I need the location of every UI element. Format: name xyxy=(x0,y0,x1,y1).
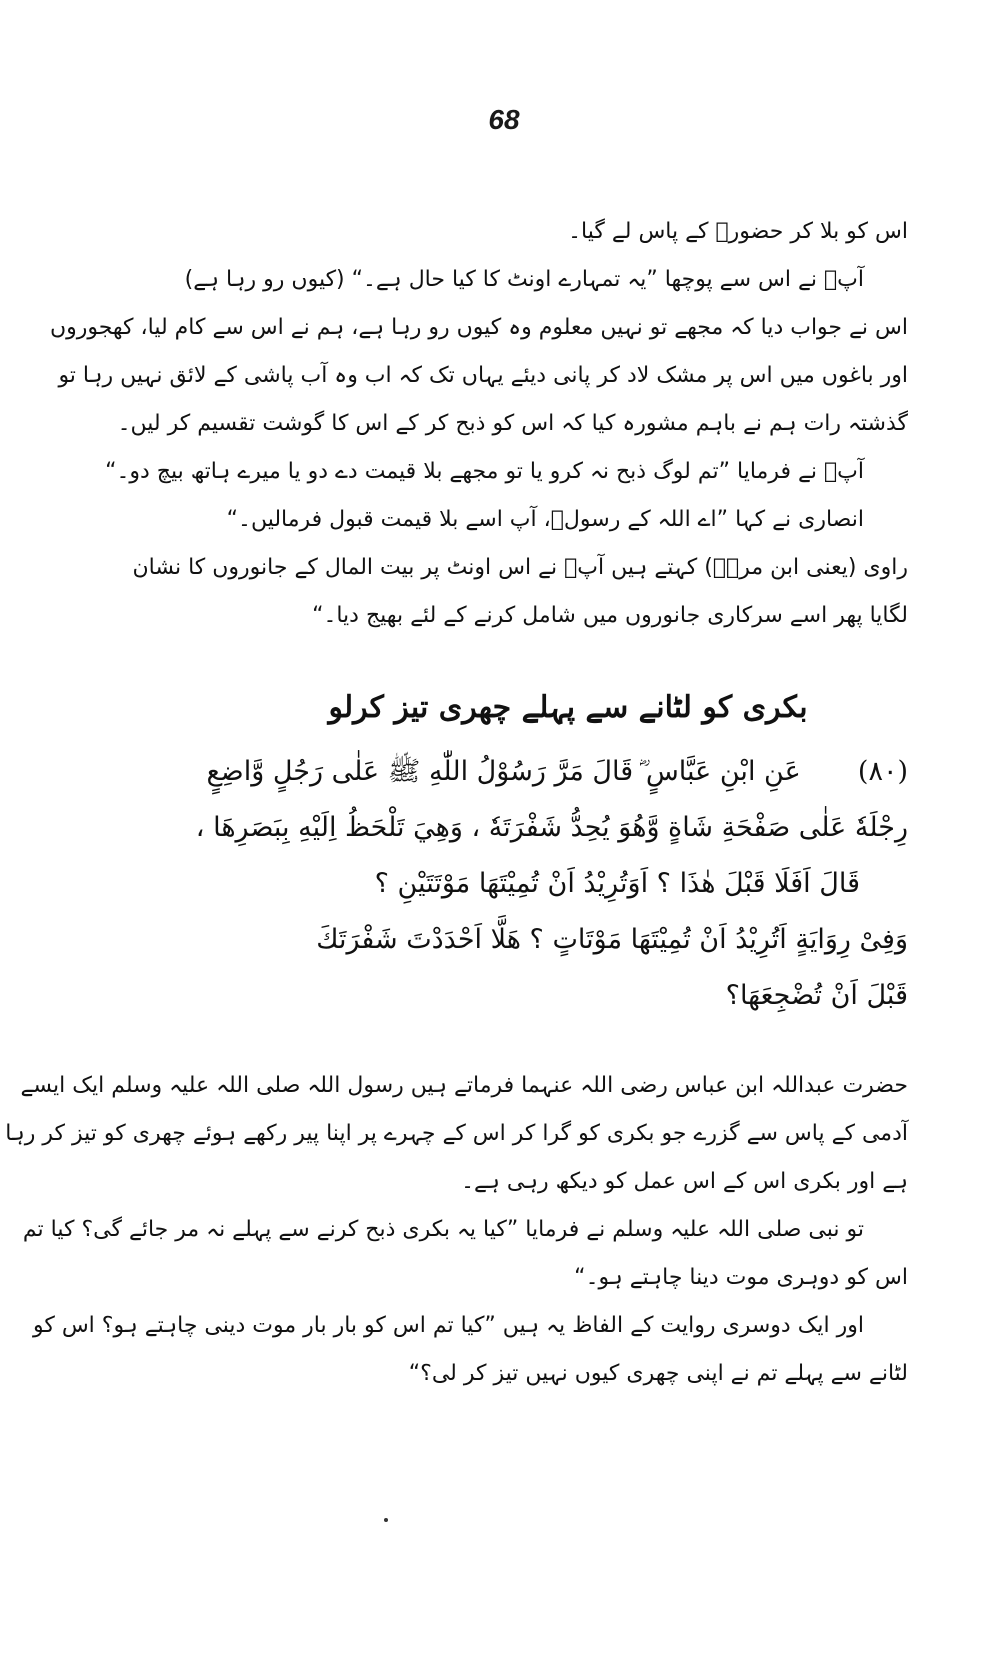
text-line: ہے اور بکری اس کے اس عمل کو دیکھ رہی ہے۔ xyxy=(461,1169,908,1194)
text-line: تو نبی صلی اللہ علیہ وسلم نے فرمایا ”کیا یہ بکری ذبح کرنے سے پہلے نہ مر جائے گی؟ کیا تم xyxy=(22,1217,864,1242)
text-line: اس کو دوہری موت دینا چاہتے ہو۔“ xyxy=(574,1265,908,1290)
text-line: لٹانے سے پہلے تم نے اپنی چھری کیوں نہیں تیز کر لی؟“ xyxy=(408,1361,908,1386)
heading-text: بکری کو لٹانے سے پہلے چھری تیز کرلو xyxy=(328,690,808,725)
text-line: لگایا پھر اسے سرکاری جانوروں میں شامل کرنے کے لئے بھیج دیا۔“ xyxy=(312,603,908,628)
text-line: گذشتہ رات ہم نے باہم مشورہ کیا کہ اس کو ذبح کر کے اس کا گوشت تقسیم کر لیں۔ xyxy=(117,411,908,436)
arabic-line-with-number xyxy=(108,744,908,800)
text-line: اور ایک دوسری روایت کے الفاظ یہ ہیں ”کیا تم اس کو بار بار موت دینی چاہتے ہو؟ اس کو xyxy=(32,1313,864,1338)
arabic-line: وَفِىْ رِوَايَةٍ اَتُرِيْدُ اَنْ تُمِيْتَهَا مَوْتَاتٍ ؟ هَلَّا اَحْدَدْتَ شَفْرَتَكَ xyxy=(316,924,908,955)
bottom-text-block xyxy=(5,1062,908,1398)
text-line: انصاری نے کہا ”اے اللہ کے رسولؐ، آپ اسے بلا قیمت قبول فرمالیں۔“ xyxy=(226,507,864,532)
text-line: راوی (یعنی ابن مرہؓ) کہتے ہیں آپؐ نے اس اونٹ پر بیت المال کے جانوروں کا نشان xyxy=(132,555,908,580)
arabic-line: قَبْلَ اَنْ تُضْجِعَهَا؟ xyxy=(725,980,908,1011)
text-line: آدمی کے پاس سے گزرے جو بکری کو گرا کر اس کے چہرے پر اپنا پیر رکھے ہوئے چھری کو تیز کر رہا xyxy=(5,1121,908,1146)
arabic-hadith-block xyxy=(108,744,908,1024)
page-number: 68 xyxy=(488,104,520,135)
text-line: حضرت عبداللہ ابن عباس رضی اللہ عنہما فرماتے ہیں رسول اللہ صلی اللہ علیہ وسلم ایک ایسے xyxy=(20,1073,908,1098)
text-line: اس نے جواب دیا کہ مجھے تو نہیں معلوم وہ کیوں رو رہا ہے، ہم نے اس سے کام لیا، کھجوروں xyxy=(49,315,908,340)
text-line: اس کو بلا کر حضورؐ کے پاس لے گیا۔ xyxy=(568,219,908,244)
arabic-text: عَنِ ابْنِ عَبَّاسٍ ؓ قَالَ مَرَّ رَسُوْلُ اللّٰهِ ﷺ عَلٰى رَجُلٍ وَّاضِعٍ xyxy=(206,756,801,787)
top-text-block xyxy=(49,208,908,640)
arabic-line: رِجْلَهٗ عَلٰى صَفْحَةِ شَاةٍ وَّهُوَ يُحِدُّ شَفْرَتَهٗ ، وَهِيَ تَلْحَظُ اِلَيْهِ بِبَصَرِهَا ، xyxy=(195,812,908,843)
stray-mark xyxy=(384,1518,388,1522)
hadith-number: (۸۰) xyxy=(857,756,908,787)
section-heading xyxy=(108,676,908,740)
text-line: اور باغوں میں اس پر مشک لاد کر پانی دیئے یہاں تک کہ اب وہ آب پاشی کے لائق نہیں رہا تو xyxy=(58,363,908,388)
text-line: آپؐ نے اس سے پوچھا ”یہ تمہارے اونٹ کا کیا حال ہے۔“ (کیوں رو رہا ہے) xyxy=(184,267,864,292)
arabic-line: قَالَ اَفَلَا قَبْلَ هٰذَا ؟ اَوَتُرِيْدُ اَنْ تُمِيْتَهَا مَوْتَتَيْنِ ؟ xyxy=(374,868,860,899)
text-line: آپؐ نے فرمایا ”تم لوگ ذبح نہ کرو یا تو مجھے بلا قیمت دے دو یا میرے ہاتھ بیچ دو۔“ xyxy=(105,459,864,484)
